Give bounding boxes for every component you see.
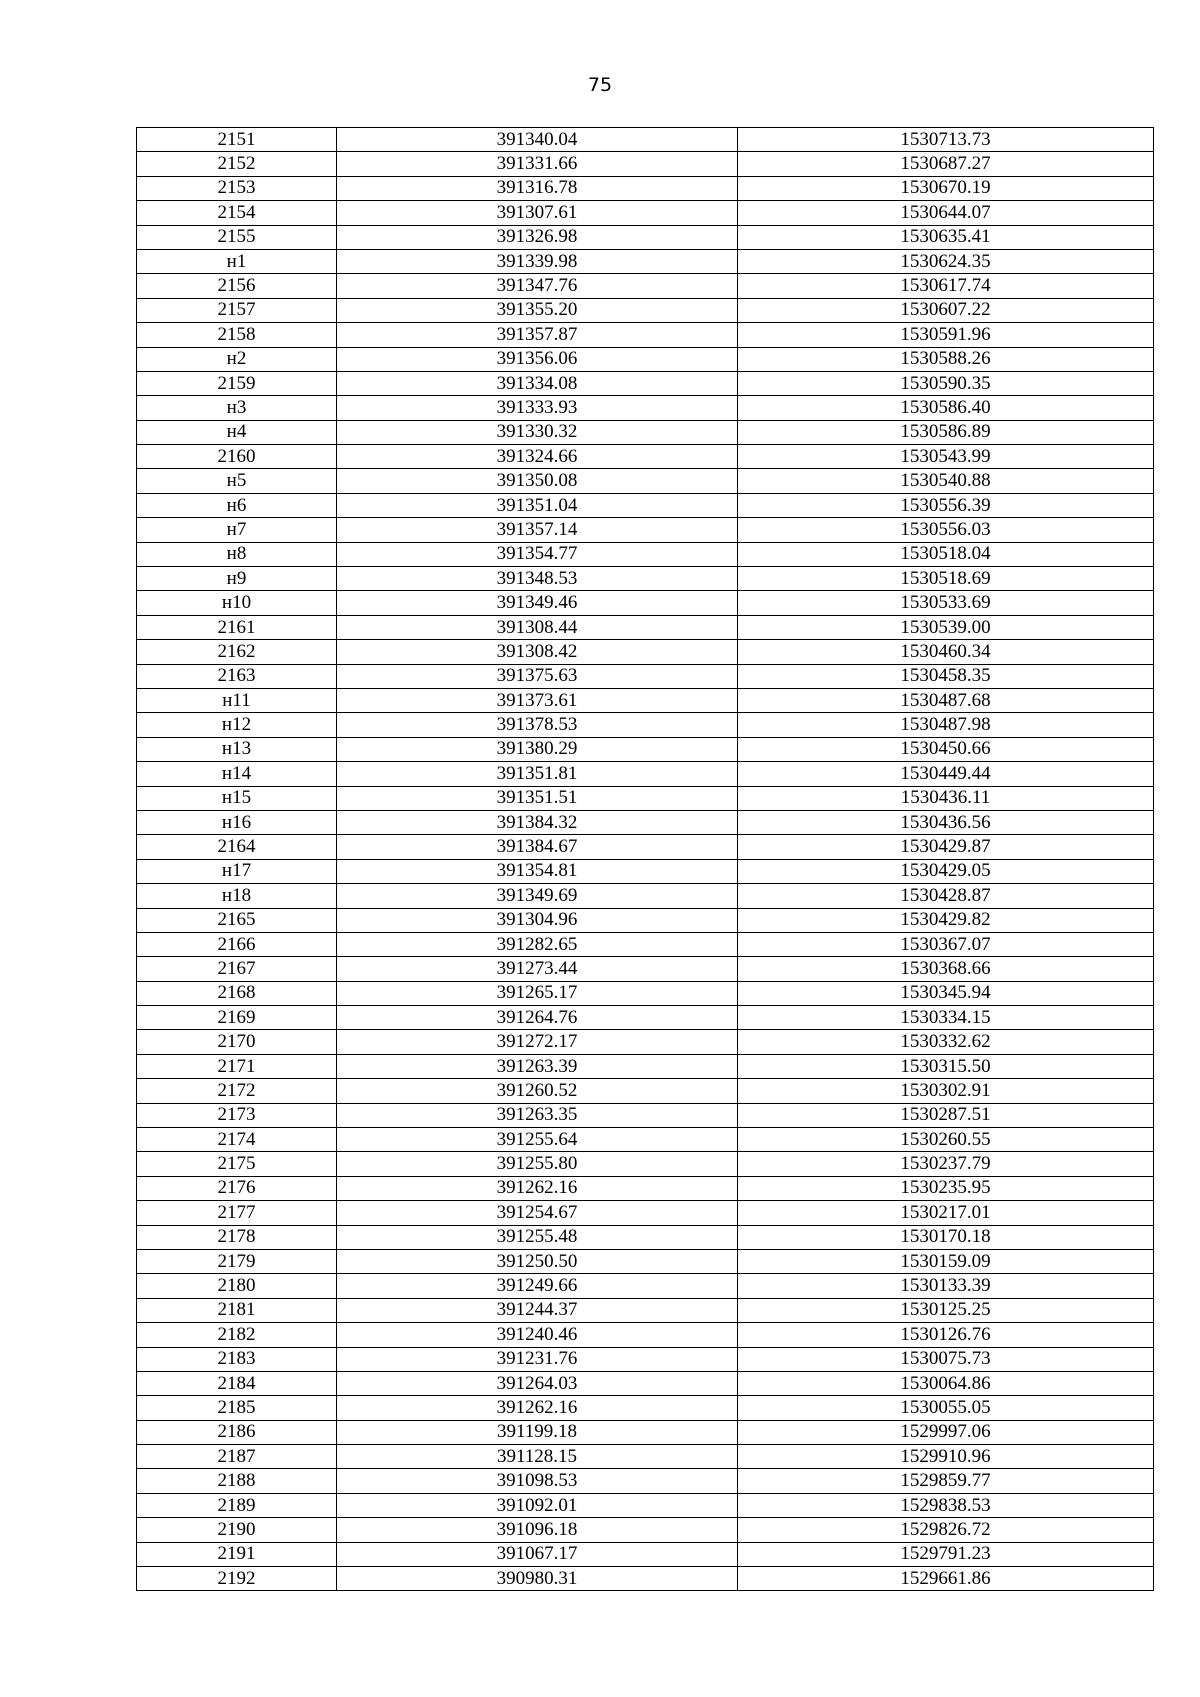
point-number-cell: 2181	[137, 1298, 337, 1322]
x-coordinate-cell: 391264.03	[337, 1371, 738, 1395]
y-coordinate-cell: 1529859.77	[738, 1469, 1154, 1493]
point-number-cell: 2170	[137, 1030, 337, 1054]
x-coordinate-cell: 391265.17	[337, 981, 738, 1005]
y-coordinate-cell: 1530436.11	[738, 786, 1154, 810]
point-number-cell: н18	[137, 884, 337, 908]
y-coordinate-cell: 1530170.18	[738, 1225, 1154, 1249]
point-number-cell: 2163	[137, 664, 337, 688]
x-coordinate-cell: 391378.53	[337, 713, 738, 737]
table-row	[137, 786, 1154, 810]
point-number-cell: 2169	[137, 1006, 337, 1030]
point-number-cell: н2	[137, 347, 337, 371]
point-number-cell: н17	[137, 859, 337, 883]
table-row	[137, 859, 1154, 883]
y-coordinate-cell: 1530617.74	[738, 274, 1154, 298]
x-coordinate-cell: 391350.08	[337, 469, 738, 493]
x-coordinate-cell: 391349.46	[337, 591, 738, 615]
y-coordinate-cell: 1530429.05	[738, 859, 1154, 883]
point-number-cell: н14	[137, 762, 337, 786]
point-number-cell: н12	[137, 713, 337, 737]
table-row	[137, 1420, 1154, 1444]
point-number-cell: 2189	[137, 1493, 337, 1517]
y-coordinate-cell: 1530332.62	[738, 1030, 1154, 1054]
y-coordinate-cell: 1530315.50	[738, 1054, 1154, 1078]
table-row	[137, 810, 1154, 834]
x-coordinate-cell: 391356.06	[337, 347, 738, 371]
table-row	[137, 640, 1154, 664]
point-number-cell: 2171	[137, 1054, 337, 1078]
y-coordinate-cell: 1530345.94	[738, 981, 1154, 1005]
table-row	[137, 249, 1154, 273]
x-coordinate-cell: 391316.78	[337, 176, 738, 200]
y-coordinate-cell: 1530556.03	[738, 518, 1154, 542]
y-coordinate-cell: 1530368.66	[738, 957, 1154, 981]
point-number-cell: н9	[137, 567, 337, 591]
x-coordinate-cell: 391307.61	[337, 201, 738, 225]
x-coordinate-cell: 391373.61	[337, 688, 738, 712]
y-coordinate-cell: 1530125.25	[738, 1298, 1154, 1322]
table-row	[137, 1518, 1154, 1542]
point-number-cell: 2164	[137, 835, 337, 859]
y-coordinate-cell: 1530075.73	[738, 1347, 1154, 1371]
x-coordinate-cell: 391384.32	[337, 810, 738, 834]
y-coordinate-cell: 1529997.06	[738, 1420, 1154, 1444]
x-coordinate-cell: 391250.50	[337, 1249, 738, 1273]
point-number-cell: н4	[137, 420, 337, 444]
x-coordinate-cell: 391254.67	[337, 1201, 738, 1225]
x-coordinate-cell: 391262.16	[337, 1176, 738, 1200]
table-row	[137, 1323, 1154, 1347]
x-coordinate-cell: 391272.17	[337, 1030, 738, 1054]
point-number-cell: 2185	[137, 1396, 337, 1420]
point-number-cell: 2156	[137, 274, 337, 298]
point-number-cell: 2162	[137, 640, 337, 664]
y-coordinate-cell: 1530487.98	[738, 713, 1154, 737]
point-number-cell: 2168	[137, 981, 337, 1005]
table-row	[137, 957, 1154, 981]
table-row	[137, 1103, 1154, 1127]
table-row	[137, 1249, 1154, 1273]
y-coordinate-cell: 1530487.68	[738, 688, 1154, 712]
table-row	[137, 664, 1154, 688]
y-coordinate-cell: 1530635.41	[738, 225, 1154, 249]
x-coordinate-cell: 391255.48	[337, 1225, 738, 1249]
point-number-cell: 2152	[137, 152, 337, 176]
table-row	[137, 323, 1154, 347]
x-coordinate-cell: 391347.76	[337, 274, 738, 298]
point-number-cell: 2172	[137, 1079, 337, 1103]
x-coordinate-cell: 391240.46	[337, 1323, 738, 1347]
y-coordinate-cell: 1529910.96	[738, 1445, 1154, 1469]
table-row	[137, 1006, 1154, 1030]
x-coordinate-cell: 391273.44	[337, 957, 738, 981]
point-number-cell: н1	[137, 249, 337, 273]
point-number-cell: н5	[137, 469, 337, 493]
table-row	[137, 1079, 1154, 1103]
table-row	[137, 591, 1154, 615]
x-coordinate-cell: 391333.93	[337, 396, 738, 420]
table-row	[137, 1274, 1154, 1298]
table-row	[137, 1542, 1154, 1566]
x-coordinate-cell: 391334.08	[337, 371, 738, 395]
x-coordinate-cell: 391308.42	[337, 640, 738, 664]
x-coordinate-cell: 391354.81	[337, 859, 738, 883]
table-row	[137, 1054, 1154, 1078]
table-row	[137, 298, 1154, 322]
x-coordinate-cell: 391255.80	[337, 1152, 738, 1176]
table-row	[137, 567, 1154, 591]
x-coordinate-cell: 391357.87	[337, 323, 738, 347]
coordinates-table-body	[137, 128, 1154, 1591]
point-number-cell: 2176	[137, 1176, 337, 1200]
table-row	[137, 762, 1154, 786]
x-coordinate-cell: 391249.66	[337, 1274, 738, 1298]
table-row	[137, 542, 1154, 566]
y-coordinate-cell: 1530217.01	[738, 1201, 1154, 1225]
x-coordinate-cell: 391355.20	[337, 298, 738, 322]
table-row	[137, 1201, 1154, 1225]
y-coordinate-cell: 1530590.35	[738, 371, 1154, 395]
y-coordinate-cell: 1529661.86	[738, 1567, 1154, 1591]
point-number-cell: 2154	[137, 201, 337, 225]
x-coordinate-cell: 391357.14	[337, 518, 738, 542]
table-row	[137, 737, 1154, 761]
point-number-cell: н6	[137, 493, 337, 517]
table-row	[137, 1030, 1154, 1054]
point-number-cell: 2183	[137, 1347, 337, 1371]
table-row	[137, 688, 1154, 712]
point-number-cell: н13	[137, 737, 337, 761]
point-number-cell: 2177	[137, 1201, 337, 1225]
point-number-cell: 2158	[137, 323, 337, 347]
point-number-cell: 2174	[137, 1128, 337, 1152]
page-number: 75	[587, 74, 613, 96]
y-coordinate-cell: 1530302.91	[738, 1079, 1154, 1103]
y-coordinate-cell: 1530334.15	[738, 1006, 1154, 1030]
y-coordinate-cell: 1530543.99	[738, 445, 1154, 469]
table-row	[137, 420, 1154, 444]
y-coordinate-cell: 1530586.89	[738, 420, 1154, 444]
y-coordinate-cell: 1530518.04	[738, 542, 1154, 566]
y-coordinate-cell: 1530133.39	[738, 1274, 1154, 1298]
y-coordinate-cell: 1529791.23	[738, 1542, 1154, 1566]
table-row	[137, 1225, 1154, 1249]
table-row	[137, 1567, 1154, 1591]
table-row	[137, 1347, 1154, 1371]
point-number-cell: 2160	[137, 445, 337, 469]
table-row	[137, 1298, 1154, 1322]
table-row	[137, 1469, 1154, 1493]
point-number-cell: н11	[137, 688, 337, 712]
table-row	[137, 371, 1154, 395]
point-number-cell: 2157	[137, 298, 337, 322]
table-row	[137, 128, 1154, 152]
point-number-cell: 2186	[137, 1420, 337, 1444]
point-number-cell: 2161	[137, 615, 337, 639]
y-coordinate-cell: 1530670.19	[738, 176, 1154, 200]
point-number-cell: 2167	[137, 957, 337, 981]
table-row	[137, 347, 1154, 371]
y-coordinate-cell: 1530429.87	[738, 835, 1154, 859]
y-coordinate-cell: 1530428.87	[738, 884, 1154, 908]
point-number-cell: 2166	[137, 932, 337, 956]
x-coordinate-cell: 391339.98	[337, 249, 738, 273]
x-coordinate-cell: 391380.29	[337, 737, 738, 761]
x-coordinate-cell: 391348.53	[337, 567, 738, 591]
point-number-cell: н15	[137, 786, 337, 810]
x-coordinate-cell: 391304.96	[337, 908, 738, 932]
coordinates-table	[136, 127, 1154, 1591]
table-row	[137, 1445, 1154, 1469]
x-coordinate-cell: 391262.16	[337, 1396, 738, 1420]
table-row	[137, 1128, 1154, 1152]
x-coordinate-cell: 391098.53	[337, 1469, 738, 1493]
table-row	[137, 884, 1154, 908]
point-number-cell: 2153	[137, 176, 337, 200]
table-row	[137, 445, 1154, 469]
x-coordinate-cell: 391351.81	[337, 762, 738, 786]
y-coordinate-cell: 1530260.55	[738, 1128, 1154, 1152]
point-number-cell: 2151	[137, 128, 337, 152]
x-coordinate-cell: 391096.18	[337, 1518, 738, 1542]
table-row	[137, 152, 1154, 176]
y-coordinate-cell: 1530586.40	[738, 396, 1154, 420]
y-coordinate-cell: 1530539.00	[738, 615, 1154, 639]
table-row	[137, 615, 1154, 639]
point-number-cell: 2175	[137, 1152, 337, 1176]
point-number-cell: н16	[137, 810, 337, 834]
x-coordinate-cell: 391330.32	[337, 420, 738, 444]
x-coordinate-cell: 391255.64	[337, 1128, 738, 1152]
x-coordinate-cell: 391231.76	[337, 1347, 738, 1371]
point-number-cell: 2184	[137, 1371, 337, 1395]
table-row	[137, 493, 1154, 517]
table-row	[137, 1176, 1154, 1200]
y-coordinate-cell: 1530436.56	[738, 810, 1154, 834]
point-number-cell: н8	[137, 542, 337, 566]
y-coordinate-cell: 1530237.79	[738, 1152, 1154, 1176]
x-coordinate-cell: 391067.17	[337, 1542, 738, 1566]
table-row	[137, 1152, 1154, 1176]
y-coordinate-cell: 1529838.53	[738, 1493, 1154, 1517]
table-row	[137, 981, 1154, 1005]
y-coordinate-cell: 1530540.88	[738, 469, 1154, 493]
x-coordinate-cell: 391375.63	[337, 664, 738, 688]
x-coordinate-cell: 391340.04	[337, 128, 738, 152]
table-row	[137, 835, 1154, 859]
point-number-cell: 2188	[137, 1469, 337, 1493]
point-number-cell: 2190	[137, 1518, 337, 1542]
x-coordinate-cell: 391384.67	[337, 835, 738, 859]
x-coordinate-cell: 391349.69	[337, 884, 738, 908]
point-number-cell: 2192	[137, 1567, 337, 1591]
y-coordinate-cell: 1529826.72	[738, 1518, 1154, 1542]
y-coordinate-cell: 1530458.35	[738, 664, 1154, 688]
y-coordinate-cell: 1530449.44	[738, 762, 1154, 786]
y-coordinate-cell: 1530556.39	[738, 493, 1154, 517]
x-coordinate-cell: 391351.04	[337, 493, 738, 517]
x-coordinate-cell: 391326.98	[337, 225, 738, 249]
y-coordinate-cell: 1530607.22	[738, 298, 1154, 322]
point-number-cell: 2179	[137, 1249, 337, 1273]
y-coordinate-cell: 1530533.69	[738, 591, 1154, 615]
table-row	[137, 201, 1154, 225]
x-coordinate-cell: 391264.76	[337, 1006, 738, 1030]
y-coordinate-cell: 1530287.51	[738, 1103, 1154, 1127]
y-coordinate-cell: 1530518.69	[738, 567, 1154, 591]
y-coordinate-cell: 1530644.07	[738, 201, 1154, 225]
x-coordinate-cell: 391351.51	[337, 786, 738, 810]
x-coordinate-cell: 391263.35	[337, 1103, 738, 1127]
point-number-cell: 2182	[137, 1323, 337, 1347]
table-row	[137, 908, 1154, 932]
x-coordinate-cell: 391244.37	[337, 1298, 738, 1322]
y-coordinate-cell: 1530450.66	[738, 737, 1154, 761]
x-coordinate-cell: 390980.31	[337, 1567, 738, 1591]
point-number-cell: 2173	[137, 1103, 337, 1127]
x-coordinate-cell: 391263.39	[337, 1054, 738, 1078]
table-row	[137, 274, 1154, 298]
y-coordinate-cell: 1530235.95	[738, 1176, 1154, 1200]
x-coordinate-cell: 391092.01	[337, 1493, 738, 1517]
y-coordinate-cell: 1530159.09	[738, 1249, 1154, 1273]
y-coordinate-cell: 1530055.05	[738, 1396, 1154, 1420]
y-coordinate-cell: 1530687.27	[738, 152, 1154, 176]
table-row	[137, 225, 1154, 249]
table-row	[137, 1371, 1154, 1395]
y-coordinate-cell: 1530126.76	[738, 1323, 1154, 1347]
y-coordinate-cell: 1530588.26	[738, 347, 1154, 371]
table-row	[137, 1493, 1154, 1517]
table-row	[137, 176, 1154, 200]
point-number-cell: 2178	[137, 1225, 337, 1249]
x-coordinate-cell: 391199.18	[337, 1420, 738, 1444]
point-number-cell: н3	[137, 396, 337, 420]
table-row	[137, 1396, 1154, 1420]
point-number-cell: 2165	[137, 908, 337, 932]
x-coordinate-cell: 391282.65	[337, 932, 738, 956]
point-number-cell: 2155	[137, 225, 337, 249]
table-row	[137, 396, 1154, 420]
point-number-cell: 2191	[137, 1542, 337, 1566]
y-coordinate-cell: 1530064.86	[738, 1371, 1154, 1395]
point-number-cell: 2159	[137, 371, 337, 395]
x-coordinate-cell: 391128.15	[337, 1445, 738, 1469]
x-coordinate-cell: 391331.66	[337, 152, 738, 176]
x-coordinate-cell: 391354.77	[337, 542, 738, 566]
x-coordinate-cell: 391324.66	[337, 445, 738, 469]
y-coordinate-cell: 1530591.96	[738, 323, 1154, 347]
y-coordinate-cell: 1530624.35	[738, 249, 1154, 273]
y-coordinate-cell: 1530713.73	[738, 128, 1154, 152]
point-number-cell: н7	[137, 518, 337, 542]
table-row	[137, 932, 1154, 956]
table-row	[137, 469, 1154, 493]
x-coordinate-cell: 391260.52	[337, 1079, 738, 1103]
table-row	[137, 713, 1154, 737]
y-coordinate-cell: 1530460.34	[738, 640, 1154, 664]
x-coordinate-cell: 391308.44	[337, 615, 738, 639]
table-row	[137, 518, 1154, 542]
y-coordinate-cell: 1530367.07	[738, 932, 1154, 956]
point-number-cell: н10	[137, 591, 337, 615]
point-number-cell: 2180	[137, 1274, 337, 1298]
point-number-cell: 2187	[137, 1445, 337, 1469]
y-coordinate-cell: 1530429.82	[738, 908, 1154, 932]
